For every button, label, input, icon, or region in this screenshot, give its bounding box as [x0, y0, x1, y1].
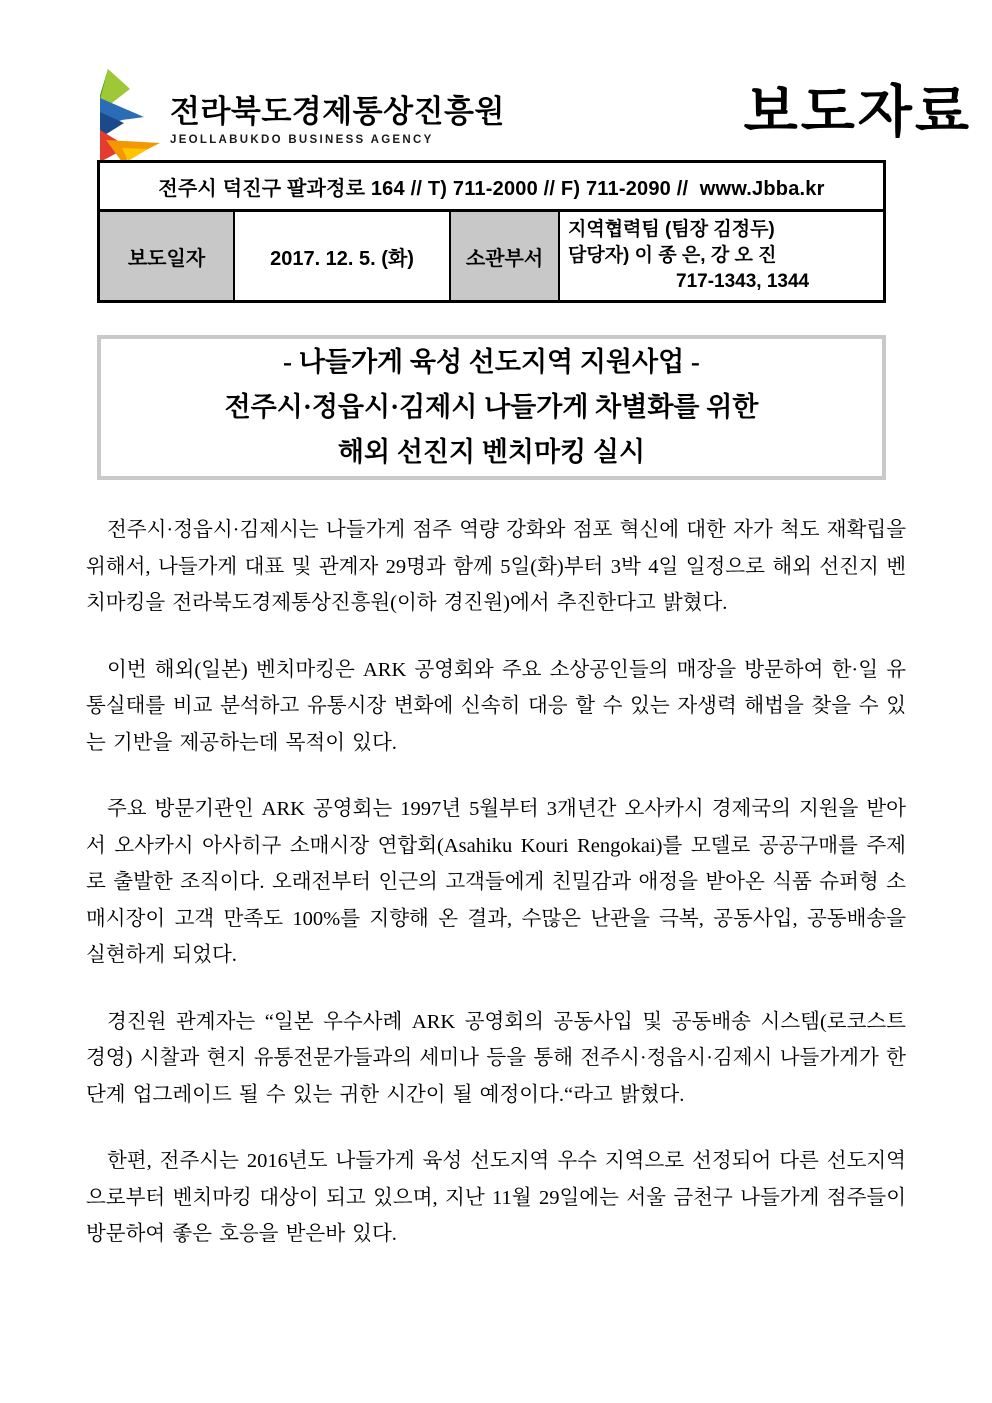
department-team-line: 지역협력팀 (팀장 김정두) [568, 219, 775, 240]
headline-box [97, 335, 886, 480]
headline-line-action: 해외 선진지 벤치마킹 실시 [337, 437, 646, 467]
headline-line-program: - 나들가게 육성 선도지역 지원사업 - [283, 347, 700, 377]
document-type-title: 보도자료 [743, 80, 972, 143]
release-date-value: 2017. 12. 5. (화) [234, 211, 450, 302]
agency-logo [92, 68, 505, 162]
department-info [559, 211, 885, 302]
paragraph-purpose: 이번 해외(일본) 벤치마킹은 ARK 공영회와 주요 소상공인들의 매장을 방문하여 한·일 유통실태를 비교 분석하고 유통시장 변화에 신속히 대응 할 수 있는 자생력 해법을 찾을 수 있는 기반을 제공하는데 목적이 있다. [86, 658, 906, 754]
agency-address-bar: 전주시 덕진구 팔과정로 164 // T) 711-2000 // F) 711-2090 // www.Jbba.kr [97, 160, 886, 212]
release-date-label: 보도일자 [99, 211, 235, 302]
agency-name-korean: 전라북도경제통상진흥원 [170, 94, 505, 129]
paragraph-jeonju-note: 한편, 전주시는 2016년도 나들가게 육성 선도지역 우수 지역으로 선정되어 다른 선도지역으로부터 벤치마킹 대상이 되고 있으며, 지난 11월 29일에는 서울 금천구 나들가게 점주들이 방문하여 좋은 호응을 받은바 있다. [86, 1150, 906, 1245]
agency-name-english: JEOLLABUKDO BUSINESS AGENCY [170, 133, 434, 146]
article-body [86, 512, 906, 1283]
paragraph-overview: 전주시·정읍시·김제시는 나들가게 점주 역량 강화와 점포 혁신에 대한 자가 척도 재확립을 위해서, 나들가게 대표 및 관계자 29명과 함께 5일(화)부터 3박 4일 일정으로 해외 선진지 벤치마킹을 전라북도경제통상진흥원(이하 경진원)에서 추진한다고 밝혔다. [86, 519, 906, 614]
department-contact-line: 담당자) 이 종 은, 강 오 진 [568, 245, 777, 266]
paragraph-ark-background: 주요 방문기관인 ARK 공영회는 1997년 5월부터 3개년간 오사카시 경제국의 지원을 받아서 오사카시 아사히구 소매시장 연합회(Asahiku Kouri Rengokai)를 모델로 공공구매를 주제로 출발한 조직이다. 오래전부터 인근의 고객들에게 친밀감과 애정을 받아온 식품 슈퍼형 소매시장이 고객 만족도 100%를 지향해 온 결과, 수많은 난관을 극복, 공동사입, 공동배송을 실현하게 되었다. [86, 798, 906, 966]
headline-line-subject: 전주시·정읍시·김제시 나들가게 차별화를 위한 [224, 392, 759, 422]
table-row [99, 211, 885, 302]
agency-logo-text [170, 96, 505, 146]
department-phone-line: 717-1343, 1344 [676, 271, 810, 292]
department-label: 소관부서 [450, 211, 559, 302]
press-meta-table [97, 209, 886, 303]
paragraph-official-quote: 경진원 관계자는 “일본 우수사례 ARK 공영회의 공동사입 및 공동배송 시스템(로코스트 경영) 시찰과 현지 유통전문가들과의 세미나 등을 통해 전주시·정읍시·김제시 나들가게가 한 단계 업그레이드 될 수 있는 귀한 시간이 될 예정이다.“라고 밝혔다. [86, 1010, 906, 1106]
press-info-block [97, 160, 886, 303]
agency-logo-mark-icon [92, 68, 160, 162]
